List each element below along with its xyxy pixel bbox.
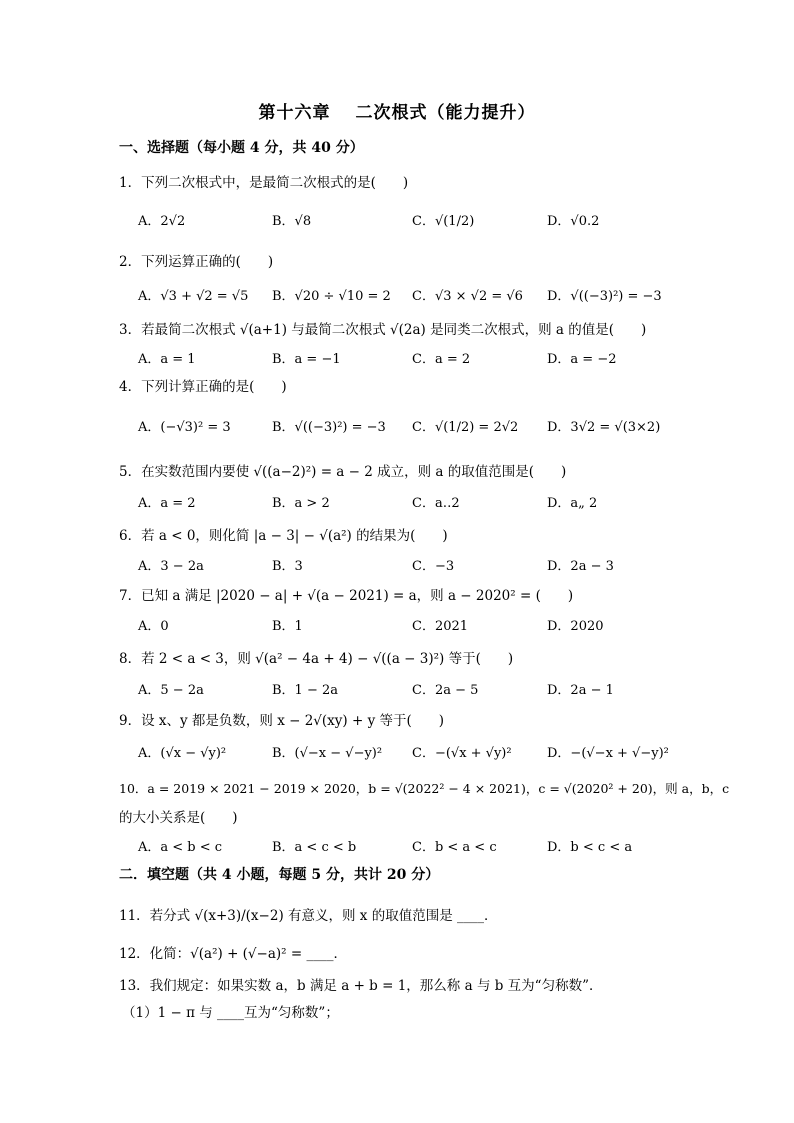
q10-option-b[interactable]: B．a < c < b <box>272 840 357 855</box>
question-12-stem: 12．化简：√(a²) + (√−a)² = ____． <box>119 946 347 962</box>
page-title: 第十六章 二次根式（能力提升） <box>258 103 536 123</box>
q3-option-a[interactable]: A．a = 1 <box>138 352 196 367</box>
q3-option-d[interactable]: D．a = −2 <box>547 352 617 367</box>
question-6-options <box>138 555 698 585</box>
question-9-stem: 9．设 x、y 都是负数，则 x − 2√(xy) + y 等于( ) <box>119 713 445 729</box>
question-11-stem: 11．若分式 √(x+3)/(x−2) 有意义，则 x 的取值范围是 ____． <box>119 908 498 924</box>
q2-option-d[interactable]: D．√((−3)²) = −3 <box>547 289 662 304</box>
q9-option-d[interactable]: D．−(√−x + √−y)² <box>547 746 669 761</box>
q8-option-b[interactable]: B．1 − 2a <box>272 683 339 698</box>
question-8-stem: 8．若 2 < a < 3，则 √(a² − 4a + 4) − √((a − 3)²) 等于( ) <box>119 651 514 667</box>
question-3-options <box>138 348 698 378</box>
question-10-stem: 10．a = 2019 × 2021 − 2019 × 2020，b = √(2022² − 4 × 2021)，c = √(2020² + 20)，则 a，b，c <box>119 781 730 796</box>
q10-option-a[interactable]: A．a < b < c <box>138 840 223 855</box>
q4-option-a[interactable]: A．(−√3)² = 3 <box>138 420 231 435</box>
question-5-stem: 5．在实数范围内要使 √((a−2)²) = a − 2 成立，则 a 的取值范围是( ) <box>119 464 567 480</box>
q4-option-b[interactable]: B．√((−3)²) = −3 <box>272 420 386 435</box>
q5-option-b[interactable]: B．a > 2 <box>272 496 330 511</box>
q6-option-a[interactable]: A．3 − 2a <box>138 559 204 574</box>
question-5-options <box>138 492 698 522</box>
q3-option-c[interactable]: C．a = 2 <box>412 352 471 367</box>
q6-option-d[interactable]: D．2a − 3 <box>547 559 614 574</box>
question-9-options <box>138 742 698 772</box>
q10-option-d[interactable]: D．b < c < a <box>547 840 633 855</box>
question-4-options <box>138 416 698 446</box>
q2-option-a[interactable]: A．√3 + √2 = √5 <box>138 289 249 304</box>
q7-option-b[interactable]: B．1 <box>272 619 303 634</box>
q5-option-a[interactable]: A．a = 2 <box>138 496 196 511</box>
section-choice-heading: 一、选择题（每小题 4 分，共 40 分） <box>119 140 364 156</box>
question-2-stem: 2．下列运算正确的( ) <box>119 254 274 270</box>
q3-option-b[interactable]: B．a = −1 <box>272 352 341 367</box>
q4-option-d[interactable]: D．3√2 = √(3×2) <box>547 420 661 435</box>
q1-option-c[interactable]: C．√(1/2) <box>412 214 475 229</box>
question-3-stem: 3．若最简二次根式 √(a+1) 与最简二次根式 √(2a) 是同类二次根式，则 a 的值是( ) <box>119 322 647 338</box>
q8-option-a[interactable]: A．5 − 2a <box>138 683 204 698</box>
q5-option-d[interactable]: D．a„ 2 <box>547 496 598 511</box>
q9-option-b[interactable]: B．(√−x − √−y)² <box>272 746 383 761</box>
q6-option-b[interactable]: B．3 <box>272 559 303 574</box>
question-6-stem: 6．若 a < 0，则化简 |a − 3| − √(a²) 的结果为( ) <box>119 528 448 544</box>
q7-option-d[interactable]: D．2020 <box>547 619 604 634</box>
q2-option-b[interactable]: B．√20 ÷ √10 = 2 <box>272 289 391 304</box>
q1-option-a[interactable]: A．2√2 <box>138 214 186 229</box>
q9-option-a[interactable]: A．(√x − √y)² <box>138 746 227 761</box>
question-4-stem: 4．下列计算正确的是( ) <box>119 379 287 395</box>
q7-option-a[interactable]: A．0 <box>138 619 169 634</box>
q10-option-c[interactable]: C．b < a < c <box>412 840 497 855</box>
q1-option-d[interactable]: D．√0.2 <box>547 214 600 229</box>
question-13-part-1: （1）1 − π 与 ____互为“匀称数”； <box>122 1005 339 1021</box>
q2-option-c[interactable]: C．√3 × √2 = √6 <box>412 289 523 304</box>
question-8-options <box>138 679 698 709</box>
q8-option-c[interactable]: C．2a − 5 <box>412 683 479 698</box>
question-1-stem: 1．下列二次根式中，是最简二次根式的是( ) <box>119 175 409 191</box>
q9-option-c[interactable]: C．−(√x + √y)² <box>412 746 512 761</box>
question-7-options <box>138 615 698 645</box>
q1-option-b[interactable]: B．√8 <box>272 214 312 229</box>
question-7-stem: 7．已知 a 满足 |2020 − a| + √(a − 2021) = a，则 a − 2020² = ( ) <box>119 588 574 604</box>
q6-option-c[interactable]: C．−3 <box>412 559 455 574</box>
question-2-options <box>138 285 698 315</box>
q4-option-c[interactable]: C．√(1/2) = 2√2 <box>412 420 519 435</box>
q5-option-c[interactable]: C．a‥2 <box>412 496 460 511</box>
question-10-stem-continued: 的大小关系是( ) <box>119 810 238 826</box>
q7-option-c[interactable]: C．2021 <box>412 619 469 634</box>
question-13-stem: 13．我们规定：如果实数 a，b 满足 a + b = 1，那么称 a 与 b 互为“匀称数”． <box>119 978 603 994</box>
question-1-options <box>138 210 698 240</box>
section-fill-heading: 二．填空题（共 4 小题，每题 5 分，共计 20 分） <box>119 867 440 883</box>
question-10-options <box>138 836 698 866</box>
q8-option-d[interactable]: D．2a − 1 <box>547 683 614 698</box>
